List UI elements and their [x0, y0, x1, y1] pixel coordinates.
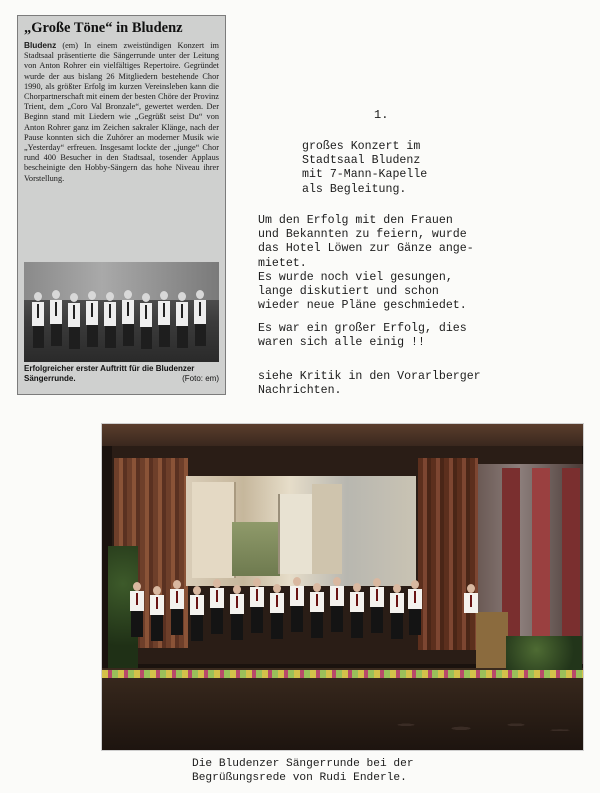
newspaper-clipping: [17, 15, 226, 395]
note-paragraph-review: siehe Kritik in den Vorarlberger Nachrichten.: [258, 370, 481, 398]
clipping-article: [24, 40, 219, 260]
clipping-photo-caption: [24, 364, 219, 384]
clipping-body-text: (em) In einem zweistündigen Konzert im Stadtsaal präsentierte die Sängerrunde unter der Leitung von Anton Rohrer ein vielfältiges Repertoire. Gegründet wurde der aus bislang 26 Mitgliedern bestehende Chor 1990, als größter Erfolg im kurzen Vereinsleben kann die Chorpartnerschaft mit einem der besten Chöre der Provinz Trient, dem „Coro Val Bronzale“, gewertet werden. Der Beginn stand mit Liedern wie „Gegrüßt seist Du“ von Anton Rohrer ganz im Zeichen sakraler Klänge, nach der Pause konnten sich die Zuhörer an moderner Musik wie „Yesterday“ erfreuen. Insgesamt lockte der „junge“ Chor rund 400 Besucher in den Stadtsaal, tosender Applaus bescheinigte den Hobby-Sängern das hohe Niveau ihrer Vorstellung.: [24, 41, 219, 183]
note-paragraph-celebration: Um den Erfolg mit den Frauen und Bekannten zu feiern, wurde das Hotel Löwen zur Gänze ange- mietet. Es wurde noch viel gesungen, lange diskutiert und schon wieder neue Pläne geschmiedet.: [258, 214, 474, 313]
note-paragraph-success: Es war ein großer Erfolg, dies waren sich alle einig !!: [258, 322, 467, 350]
page-number: 1.: [374, 108, 389, 122]
clipping-photo: [24, 262, 219, 362]
stage-photo-caption: Die Bludenzer Sängerrunde bei der Begrüßungsrede von Rudi Enderle.: [192, 758, 414, 784]
clipping-place: Bludenz: [24, 40, 57, 50]
clipping-photo-credit: (Foto: em): [182, 374, 219, 383]
clipping-headline: „Große Töne“ in Bludenz: [24, 20, 183, 36]
clipping-caption-text: Erfolgreicher erster Auftritt für die Bludenzer Sängerrunde.: [24, 364, 195, 383]
stage-photo: [102, 424, 583, 750]
note-paragraph-concert: großes Konzert im Stadtsaal Bludenz mit 7-Mann-Kapelle als Begleitung.: [302, 140, 428, 196]
